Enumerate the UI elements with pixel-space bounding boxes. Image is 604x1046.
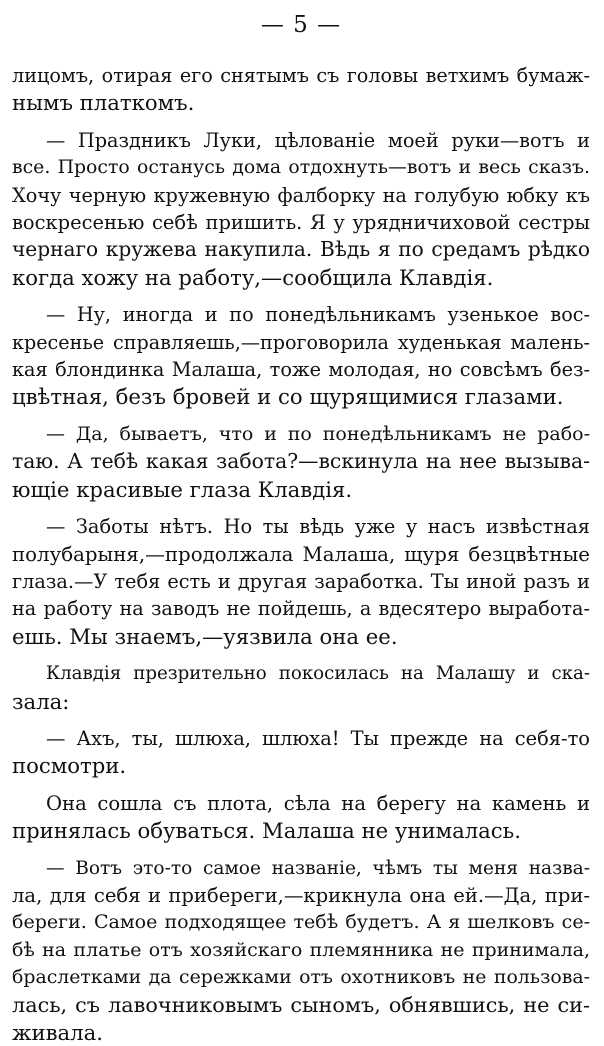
text-line: Клавдія презрительно покосилась на Малашу и ска- xyxy=(46,663,590,685)
text-line: браслетками да сережками отъ охотниковъ не пользова- xyxy=(12,966,590,989)
text-line: полубарыня,—продолжала Малаша, щуря безцвѣтные xyxy=(12,542,590,566)
paragraph xyxy=(12,725,590,780)
text-line: глаза.—У тебя есть и другая заработка. Ты иной разъ и xyxy=(12,569,590,593)
text-line: — Вотъ это-то самое названіе, чѣмъ ты меня назва- xyxy=(46,857,590,879)
text-line: воскресенью себѣ пришить. Я у урядничиховой сестры xyxy=(12,211,590,235)
text-line: лицомъ, отирая его снятымъ съ головы ветхимъ бумаж- xyxy=(12,64,590,87)
text-line: — Праздникъ Луки, цѣлованіе моей руки—вотъ и xyxy=(46,128,590,152)
paragraph xyxy=(12,790,590,845)
page-number: — 5 — xyxy=(260,12,342,38)
paragraph xyxy=(12,301,590,411)
paragraph xyxy=(12,421,590,503)
text-line: живала. xyxy=(12,1020,103,1045)
paragraph xyxy=(12,660,590,715)
text-line: — Ахъ, ты, шлюха, шлюха! Ты прежде на себя-то xyxy=(46,726,590,750)
text-line: — Да, бываетъ, что и по понедѣльникамъ не рабо- xyxy=(46,422,590,445)
text-line: ла, для себя и прибереги,—крикнула она ей.—Да, при- xyxy=(12,883,590,907)
text-line: — Ну, иногда и по понедѣльникамъ узенькое вос- xyxy=(46,303,590,327)
text-line: кресенье справляешь,—проговорила худенькая малень- xyxy=(12,330,590,354)
text-line: на работу на заводъ не пойдешь, а вдесятеро выработа- xyxy=(12,597,590,621)
text-line: нымъ платкомъ. xyxy=(12,90,195,116)
text-line: ющіе красивые глаза Клавдія. xyxy=(12,476,353,502)
text-line: бѣ на платье отъ хозяйскаго племянника не принимала, xyxy=(12,938,590,961)
paragraph xyxy=(12,62,590,117)
paragraph xyxy=(12,855,590,1046)
text-line: береги. Самое подходящее тебѣ будетъ. А я шелковъ се- xyxy=(12,911,590,934)
text-line: цвѣтная, безъ бровей и со щурящимися глазами. xyxy=(12,384,564,410)
text-line: лась, съ лавочниковымъ сыномъ, обнявшись, не си- xyxy=(12,992,590,1017)
text-line: чернаго кружева накупила. Вѣдь я по средамъ рѣдко xyxy=(12,237,590,262)
text-line: кая блондинка Малаша, тоже молодая, но совсѣмъ без- xyxy=(12,358,590,382)
text-line: зала: xyxy=(12,688,70,714)
paragraph xyxy=(12,513,590,650)
text-line: — Заботы нѣтъ. Но ты вѣдь уже у насъ извѣстная xyxy=(46,515,590,539)
text-line: когда хожу на работу,—сообщила Клавдія. xyxy=(12,264,494,290)
text-line: все. Просто останусь дома отдохнуть—вотъ и весь сказъ. xyxy=(12,157,590,179)
paragraph xyxy=(12,127,590,291)
text-line: посмотри. xyxy=(12,753,127,779)
text-line: принялась обуваться. Малаша не унималась. xyxy=(12,818,521,844)
text-line: ешь. Мы знаемъ,—уязвила она ее. xyxy=(12,623,398,649)
body-text xyxy=(12,62,590,1046)
text-line: Она сошла съ плота, сѣла на берегу на камень и xyxy=(46,791,590,815)
text-line: таю. А тебѣ какая забота?—вскинула на нее вызыва- xyxy=(12,449,590,474)
text-line: Хочу черную кружевную фалборку на голубую юбку къ xyxy=(12,183,590,207)
